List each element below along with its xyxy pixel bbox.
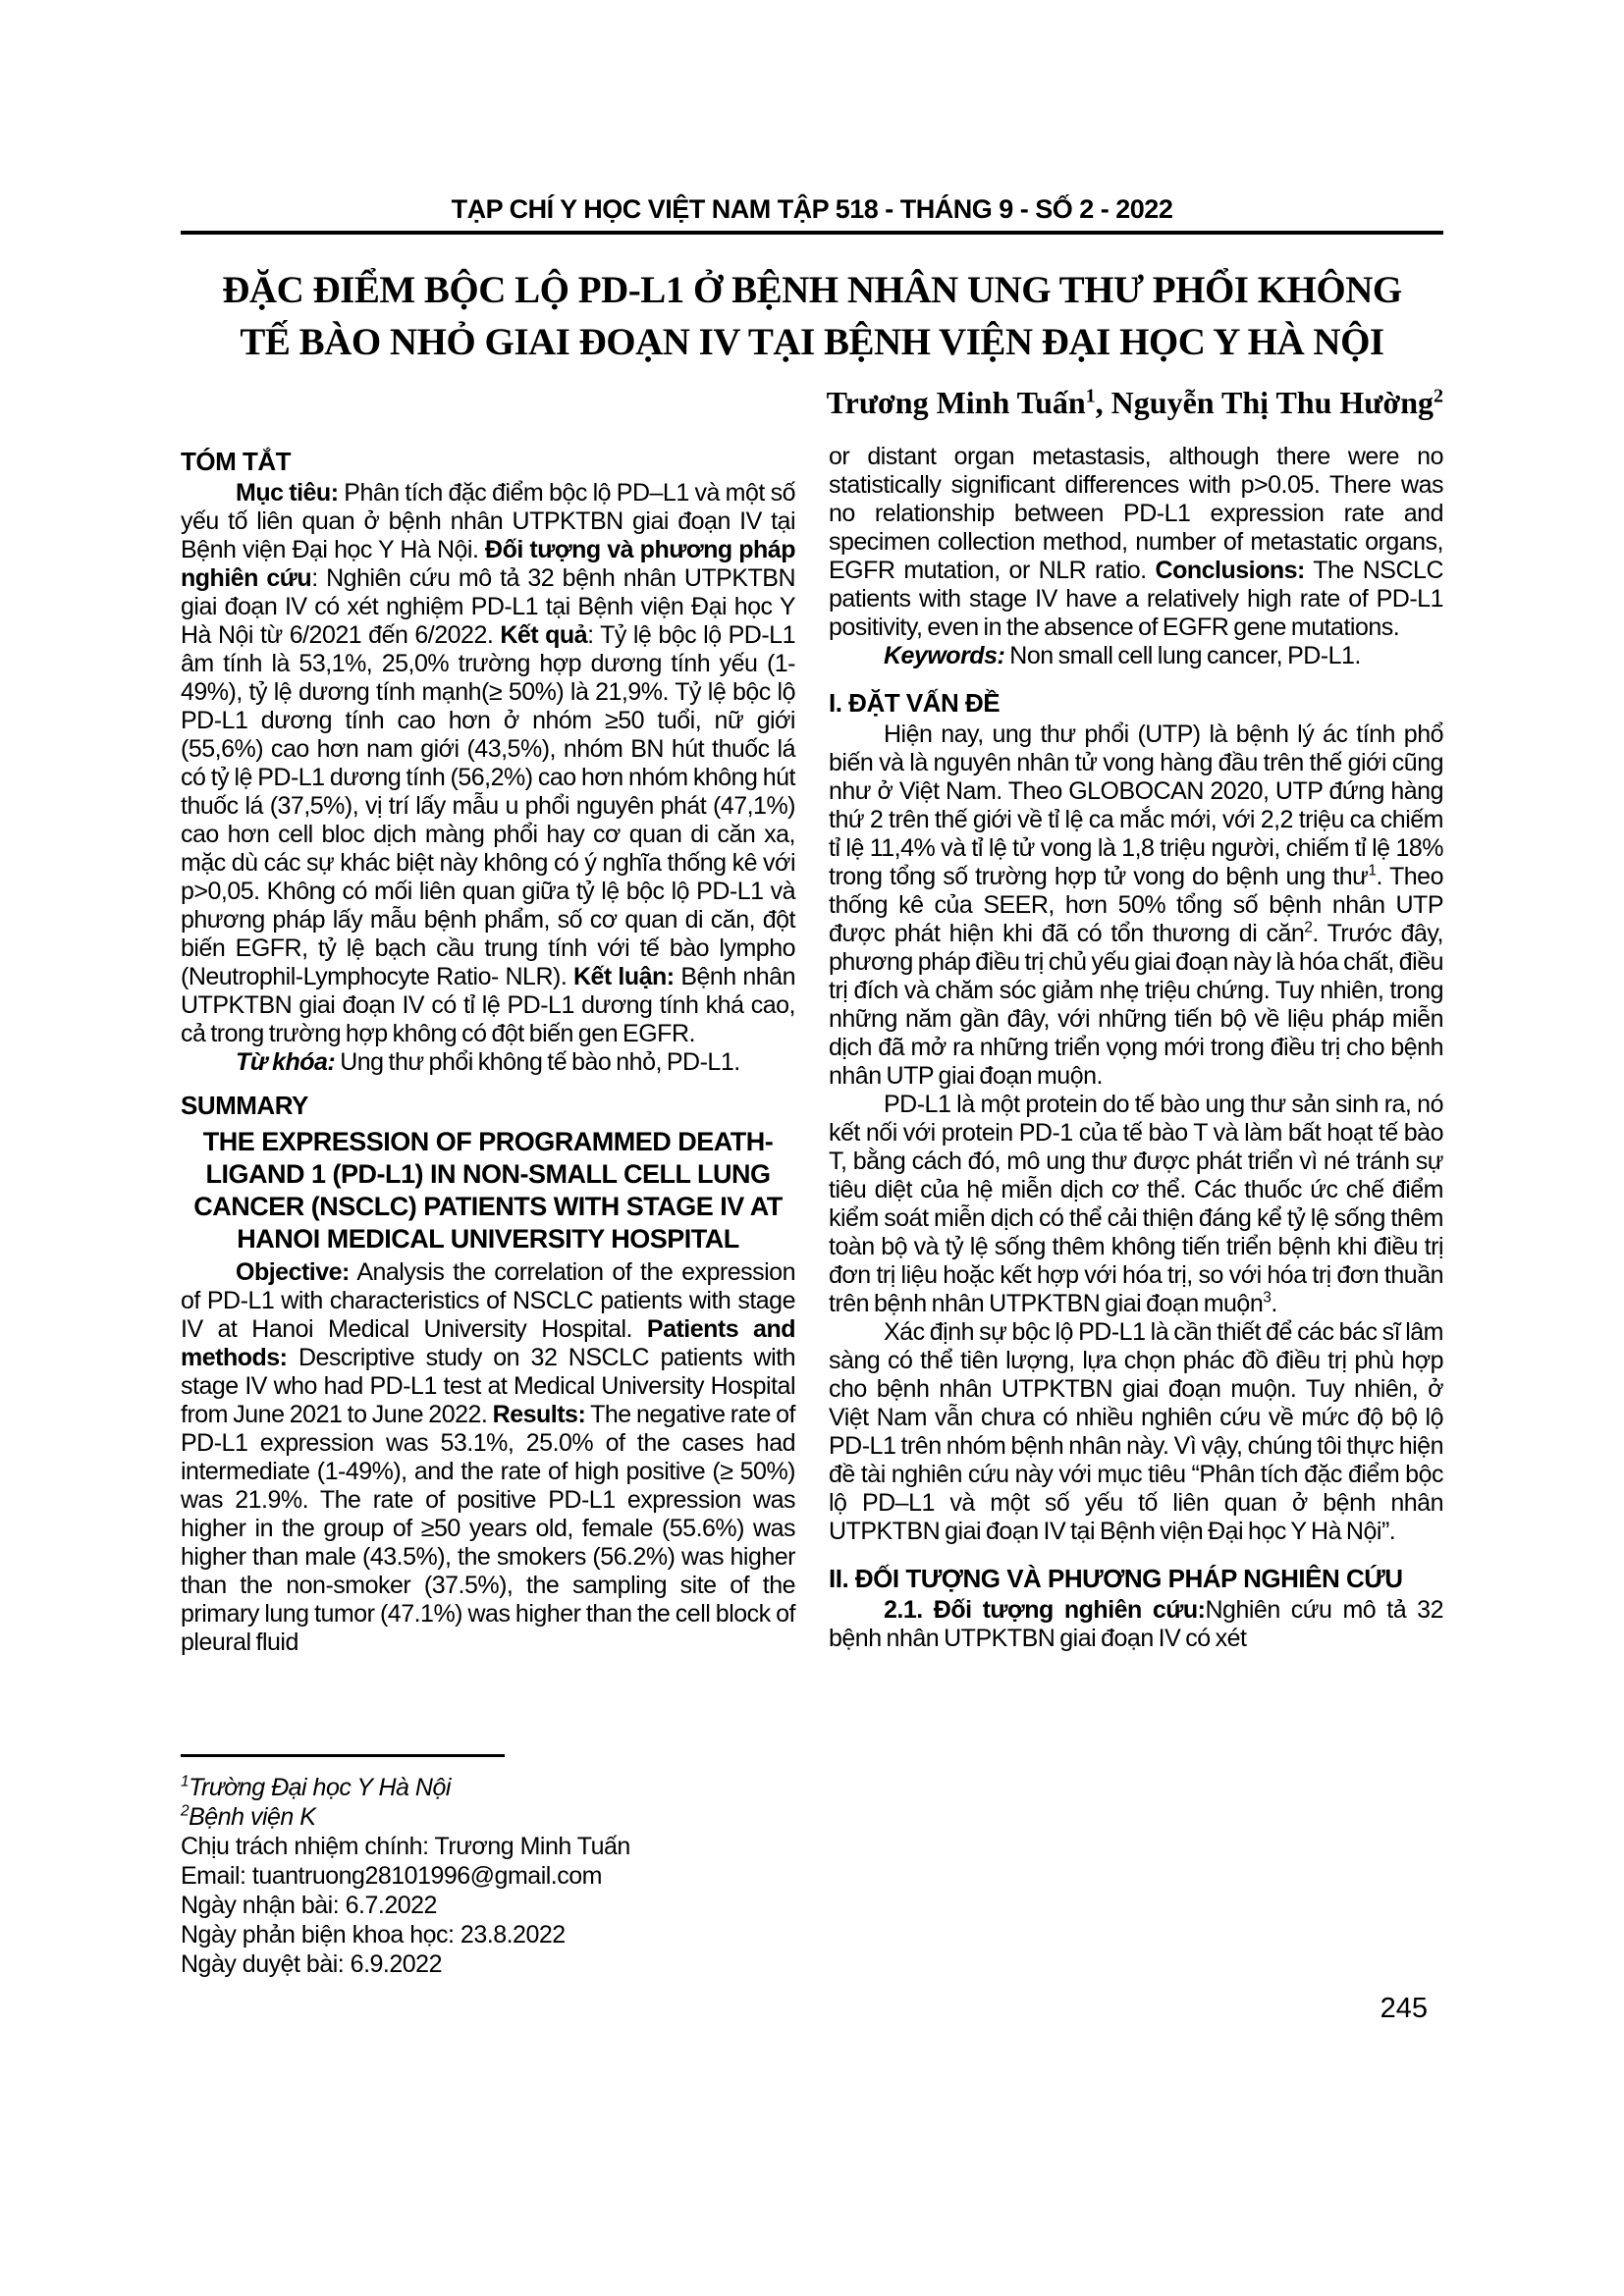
summary-methods-text: Descriptive study on 32 NSCLC patients with stage IV who had PD-L1 test at Medical University Hospital from June 2021 to June 2022. [181, 1344, 795, 1428]
abstract-vi-methods-label: Đối tượng và phương pháp nghiên cứu [181, 536, 795, 592]
author-2-affiliation-mark: 2 [1434, 385, 1443, 407]
summary-objective-label: Objective: [236, 1258, 350, 1286]
abstract-vi-results-text: : Tỷ lệ bộc lộ PD-L1 âm tính là 53,1%, 25,0% trường hợp dương tính yếu (1-49%), tỷ lệ dương tính mạnh(≥ 50%) là 21,9%. Tỷ lệ bộc lộ PD-L1 dương tính cao hơn ở nhóm ≥50 tuổi, nữ giới (55,6%) cao hơn nam giới (43,5%), nhóm BN hút thuốc lá có tỷ lệ PD-L1 dương tính (56,2%) cao hơn nhóm không hút thuốc lá (37,5%), vị trí lấy mẫu u phổi nguyên phát (47,1%) cao hơn cell bloc dịch màng phổi hay cơ quan di căn xa, mặc dù các sự khác biệt này không có ý nghĩa thống kê với p>0,05. Không có mối liên quan giữa tỷ lệ bộc lộ PD-L1 và phương pháp lấy mẫu bệnh phẩm, số cơ quan di căn, đột biến EGFR, tỷ lệ bạch cầu trung tính với tế bào lympho (Neutrophil-Lymphocyte Ratio- NLR). [181, 621, 795, 990]
intro-p1-text-2: . Theo thống kê của SEER, hơn 50% tổng số bệnh nhân UTP được phát hiện khi đã có tổn thương di căn [829, 863, 1443, 947]
methods-subsection-label: 2.1. Đối tượng nghiên cứu: [884, 1596, 1206, 1624]
keywords-vi [181, 1048, 795, 1077]
affiliation-1-mark: 1 [181, 1773, 189, 1790]
keywords-en-text: Non small cell lung cancer, PD-L1. [1004, 642, 1361, 669]
two-column-body [181, 443, 1443, 1979]
author-2: Nguyễn Thị Thu Hường [1110, 385, 1434, 420]
received-date-line: Ngày nhận bài: 6.7.2022 [181, 1892, 437, 1919]
abstract-vi-objective-text: Phân tích đặc điểm bộc lộ PD–L1 và một số yếu tố liên quan ở bệnh nhân UTPKTBN giai đoạn IV tại Bệnh viện Đại học Y Hà Nội. [181, 479, 795, 563]
affiliation-1-text: Trường Đại học Y Hà Nội [189, 1774, 451, 1801]
methods-paragraph [829, 1596, 1443, 1653]
summary-results-label: Results: [492, 1401, 586, 1428]
summary-title: THE EXPRESSION OF PROGRAMMED DEATH-LIGAND 1 (PD-L1) IN NON-SMALL CELL LUNG CANCER (NSCLC) PATIENTS WITH STAGE IV AT HANOI MEDICAL UNIVERSITY HOSPITAL [193, 1127, 783, 1254]
summary-results-text: The negative rate of PD-L1 expression was 53.1%, 25.0% of the cases had intermediate (1-49%), and the rate of high positive (≥ 50%) was 21.9%. The rate of positive PD-L1 expression was higher in the group of ≥50 years old, female (55.6%) was higher than male (43.5%), the smokers (56.2%) was higher than the non-smoker (37.5%), the sampling site of the primary lung tumor (47.1%) was higher than the cell block of pleural fluid [181, 1401, 796, 1656]
intro-paragraph-1 [829, 721, 1443, 1091]
page-content [0, 194, 1624, 1979]
intro-p2-text-2: . [1271, 1290, 1277, 1317]
intro-p2-text-1: PD-L1 là một protein do tế bào ung thư sản sinh ra, nó kết nối với protein PD-1 của tế bào T và làm bất hoạt tế bào T, bằng cách đó, mô ung thư được phát triển vì né tránh sự tiêu diệt của hệ miễn dịch cơ thể. Các thuốc ức chế điểm kiểm soát miễn dịch có thể cải thiện đáng kể tỷ lệ sống thêm toàn bộ và tỷ lệ sống thêm không tiến triển bệnh khi điều trị đơn trị liệu hoặc kết hợp với hóa trị, so với hóa trị đơn thuần trên bệnh nhân UTPKTBN giai đoạn muộn [829, 1091, 1443, 1317]
reviewed-date-line: Ngày phản biện khoa học: 23.8.2022 [181, 1921, 566, 1949]
abstract-vi-conclusion-text: Bệnh nhân UTPKTBN giai đoạn IV có tỉ lệ PD-L1 dương tính khá cao, cả trong trường hợp không có đột biến gen EGFR. [181, 963, 795, 1047]
intro-paragraph-2 [829, 1091, 1443, 1318]
section-2-heading: II. ĐỐI TƯỢNG VÀ PHƯƠNG PHÁP NGHIÊN CỨU [829, 1564, 1403, 1593]
summary-heading: SUMMARY [181, 1091, 308, 1120]
abstract-vi-methods-text: : Nghiên cứu mô tả 32 bệnh nhân UTPKTBN giai đoạn IV có xét nghiệm PD-L1 tại Bệnh viện Đại học Y Hà Nội từ 6/2021 đến 6/2022. [181, 564, 795, 649]
affiliation-2 [181, 1802, 795, 1832]
author-1-affiliation-mark: 1 [1085, 385, 1096, 407]
running-header: TẠP CHÍ Y HỌC VIỆT NAM TẬP 518 - THÁNG 9 - SỐ 2 - 2022 [451, 194, 1173, 224]
authors-line [181, 384, 1443, 421]
footnote-rule [181, 1754, 505, 1757]
abstract-vi-conclusion-label: Kết luận: [572, 963, 675, 990]
affiliation-2-text: Bệnh viện K [189, 1803, 316, 1831]
summary-conclusions-label: Conclusions: [1155, 557, 1305, 584]
article-title-line1: ĐẶC ĐIỂM BỘC LỘ PD-L1 Ở BỆNH NHÂN UNG THƯ PHỔI KHÔNG [222, 269, 1402, 311]
left-column [181, 443, 795, 1979]
keywords-vi-label: Từ khóa: [236, 1048, 336, 1076]
authors-separator: , [1095, 385, 1111, 420]
abstract-vi-results-label: Kết quả [500, 621, 588, 649]
citation-3: 3 [1263, 1289, 1272, 1307]
intro-p1-text-3: . Trước đây, phương pháp điều trị chủ yếu giai đoạn này là hóa chất, điều trị đích và chăm sóc giảm nhẹ triệu chứng. Tuy nhiên, trong những năm gần đây, với những tiến bộ về liệu pháp miễn dịch đã mở ra những triển vọng mới trong điều trị cho bệnh nhân UTP giai đoạn muộn. [829, 920, 1443, 1090]
summary-conclusions-text: The NSCLC patients with stage IV have a relatively high rate of PD-L1 positivity, even in the absence of EGFR gene mutations. [829, 557, 1443, 641]
affiliation-1 [181, 1773, 795, 1802]
keywords-en [829, 642, 1443, 670]
abstract-vi-paragraph [181, 479, 795, 1048]
summary-continuation-paragraph [829, 443, 1443, 642]
page-number: 245 [1380, 1993, 1428, 2024]
citation-1: 1 [1368, 862, 1377, 880]
intro-paragraph-3: Xác định sự bộc lộ PD-L1 là cần thiết để các bác sĩ lâm sàng có thể tiên lượng, lựa chọn phác đồ điều trị phù hợp cho bệnh nhân UTPKTBN giai đoạn muộn. Tuy nhiên, ở Việt Nam vẫn chưa có nhiều nghiên cứu về mức độ bộ lộ PD-L1 trên nhóm bệnh nhân này. Vì vậy, chúng tôi thực hiện đề tài nghiên cứu này với mục tiêu “Phân tích đặc điểm bộc lộ PD–L1 và một số yếu tố liên quan ở bệnh nhân UTPKTBN giai đoạn IV tại Bệnh viện Đại học Y Hà Nội”. [829, 1318, 1443, 1545]
header-rule [181, 231, 1443, 235]
corresponding-author-line: Chịu trách nhiệm chính: Trương Minh Tuấn [181, 1833, 630, 1860]
email-line: Email: tuantruong28101996@gmail.com [181, 1862, 602, 1890]
accepted-date-line: Ngày duyệt bài: 6.9.2022 [181, 1950, 442, 1978]
methods-subsection-text: Nghiên cứu mô tả 32 bệnh nhân UTPKTBN giai đoạn IV có xét [829, 1596, 1443, 1652]
affiliation-2-mark: 2 [181, 1802, 189, 1820]
summary-methods-label: Patients and methods: [181, 1315, 795, 1371]
footnote-block [181, 1744, 795, 1979]
citation-2: 2 [1304, 919, 1313, 936]
intro-p1-text-1: Hiện nay, ung thư phổi (UTP) là bệnh lý ác tính phổ biến và là nguyên nhân tử vong hàng đầu trên thế giới cũng như ở Việt Nam. Theo GLOBOCAN 2020, UTP đứng hàng thứ 2 trên thế giới về tỉ lệ ca mắc mới, với 2,2 triệu ca chiếm tỉ lệ 11,4% và tỉ lệ tử vong là 1,8 triệu người, chiếm tỉ lệ 18% trong tổng số trường hợp tử vong do bệnh ung thư [829, 721, 1443, 890]
article-title [181, 264, 1443, 368]
section-1-heading: I. ĐẶT VẤN ĐỀ [829, 688, 1001, 718]
keywords-en-label: Keywords: [884, 642, 1005, 669]
summary-paragraph [181, 1258, 795, 1657]
right-column [829, 443, 1443, 1653]
summary-objective-text: Analysis the correlation of the expression of PD-L1 with characteristics of NSCLC patients with stage IV at Hanoi Medical University Hospital. [181, 1258, 795, 1343]
abstract-vi-objective-label: Mục tiêu: [236, 479, 339, 507]
keywords-vi-text: Ung thư phổi không tế bào nhỏ, PD-L1. [335, 1048, 740, 1076]
article-title-line2: TẾ BÀO NHỎ GIAI ĐOẠN IV TẠI BỆNH VIỆN ĐẠI HỌC Y HÀ NỘI [240, 321, 1384, 363]
abstract-vi-heading: TÓM TẮT [181, 447, 292, 476]
summary-continuation-text: or distant organ metastasis, although there were no statistically significant differences with p>0.05. There was no relationship between PD-L1 expression rate and specimen collection method, number of metastatic organs, EGFR mutation, or NLR ratio. [829, 443, 1443, 584]
author-1: Trương Minh Tuấn [826, 385, 1086, 420]
